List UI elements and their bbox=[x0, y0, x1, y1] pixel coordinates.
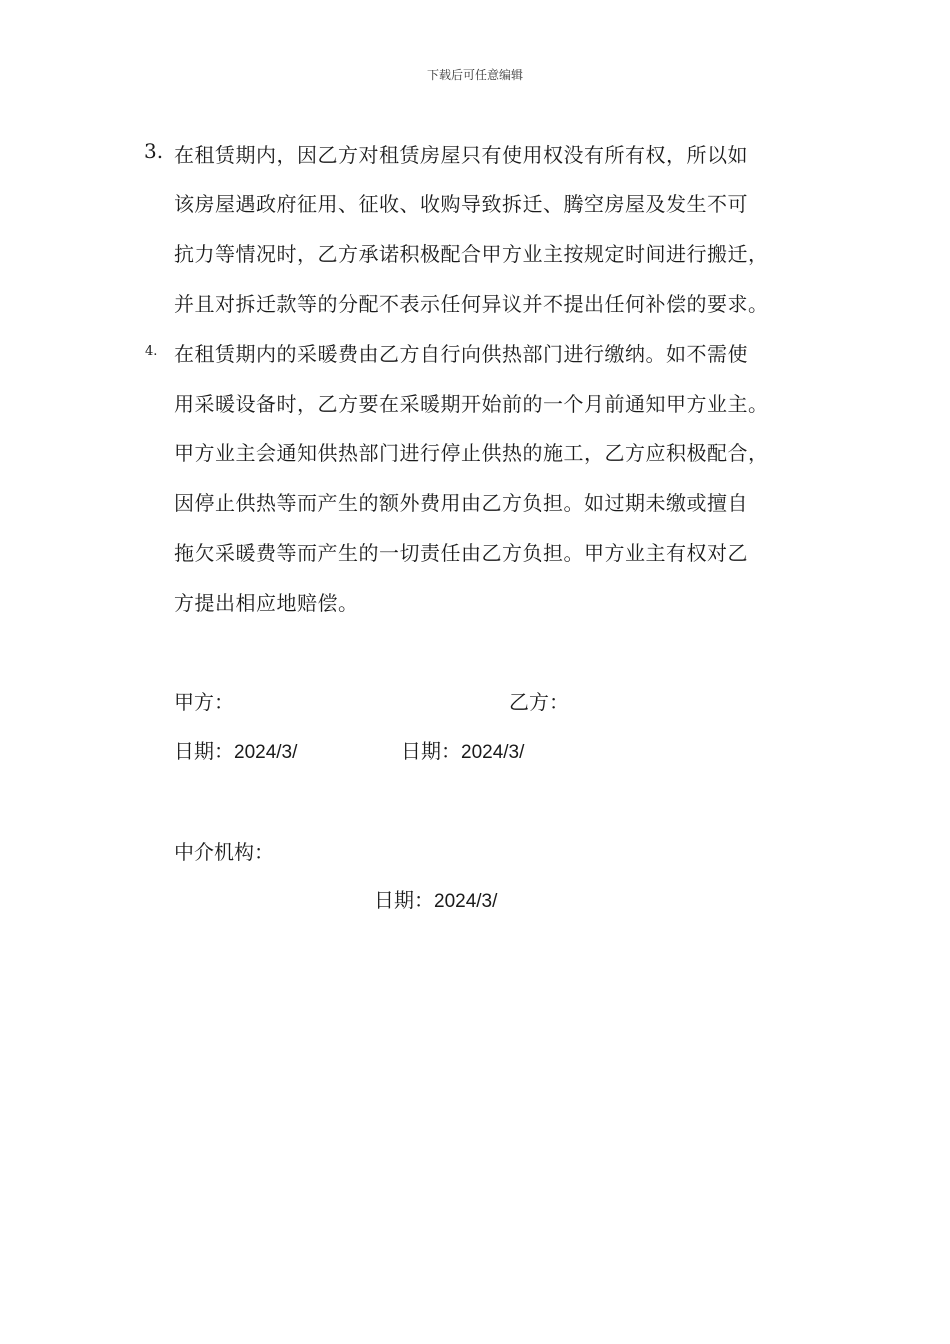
clause-line: 因停止供热等而产生的额外费用由乙方负担。如过期未缴或擅自 bbox=[174, 491, 748, 515]
party-b-label: 乙方： bbox=[509, 690, 569, 714]
clause-line: 拖欠采暖费等而产生的一切责任由乙方负担。甲方业主有权对乙 bbox=[174, 541, 748, 565]
clause-line: 并且对拆迁款等的分配不表示任何异议并不提出任何补偿的要求。 bbox=[174, 292, 769, 316]
date-label: 日期： bbox=[374, 888, 434, 912]
date-label: 日期： bbox=[401, 739, 461, 763]
date-value-a: 2024/3/ bbox=[234, 742, 298, 763]
clause-line: 用采暖设备时，乙方要在采暖期开始前的一个月前通知甲方业主。 bbox=[174, 392, 769, 416]
clause-line: 方提出相应地赔偿。 bbox=[174, 591, 359, 615]
date-value-agency: 2024/3/ bbox=[434, 891, 498, 912]
clause-line: 甲方业主会通知供热部门进行停止供热的施工，乙方应积极配合， bbox=[174, 441, 769, 465]
party-a-label: 甲方： bbox=[174, 690, 234, 714]
clause-line: 该房屋遇政府征用、征收、收购导致拆迁、腾空房屋及发生不可 bbox=[174, 192, 748, 216]
date-line-agency bbox=[374, 884, 497, 913]
clause-number: 4. bbox=[145, 344, 158, 359]
date-line-b bbox=[401, 735, 524, 764]
clause-line: 在租赁期内的采暖费由乙方自行向供热部门进行缴纳。如不需使 bbox=[174, 342, 748, 366]
clause-line: 在租赁期内，因乙方对租赁房屋只有使用权没有所有权，所以如 bbox=[174, 143, 748, 167]
agency-label: 中介机构： bbox=[174, 840, 274, 864]
date-value-b: 2024/3/ bbox=[461, 742, 525, 763]
clause-line: 抗力等情况时，乙方承诺积极配合甲方业主按规定时间进行搬迁， bbox=[174, 242, 769, 266]
clause-number: 3. bbox=[144, 139, 164, 163]
date-line-a bbox=[174, 735, 297, 764]
page-header-note: 下载后可任意编辑 bbox=[426, 68, 523, 82]
date-label: 日期： bbox=[174, 739, 234, 763]
